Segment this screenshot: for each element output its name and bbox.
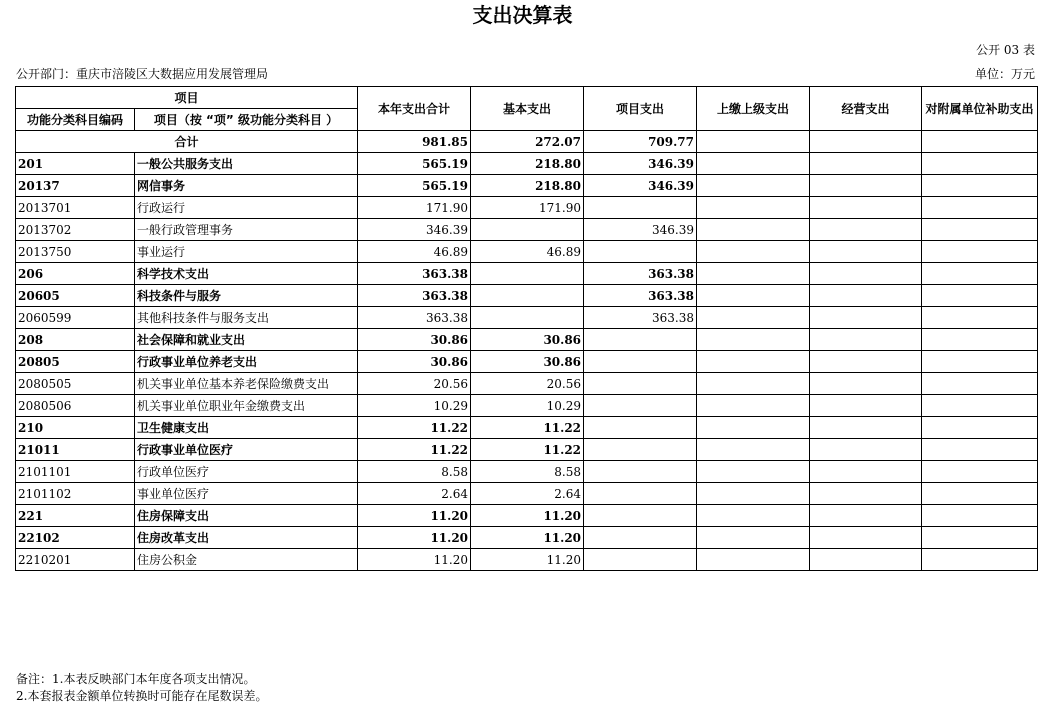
notes [16, 671, 267, 705]
row-project [584, 241, 697, 263]
row-project [584, 549, 697, 571]
note-line: 2.本套报表金额单位转换时可能存在尾数误差。 [16, 689, 268, 703]
total-row-basic: 272.07 [471, 131, 584, 153]
row-subsidy [922, 307, 1038, 329]
department-label: 公开部门：重庆市涪陵区大数据应用发展管理局 [16, 67, 269, 81]
row-subsidy [922, 175, 1038, 197]
table-row [16, 373, 1038, 395]
table-row [16, 395, 1038, 417]
row-basic: 218.80 [471, 175, 584, 197]
row-total: 2.64 [358, 483, 471, 505]
row-code: 2080506 [16, 395, 135, 417]
row-code: 2101101 [16, 461, 135, 483]
row-business [810, 373, 922, 395]
header-subsidy: 对附属单位补助支出 [922, 87, 1038, 131]
row-name: 行政事业单位医疗 [135, 439, 358, 461]
row-basic: 30.86 [471, 351, 584, 373]
row-name: 社会保障和就业支出 [135, 329, 358, 351]
row-project [584, 373, 697, 395]
row-subsidy [922, 373, 1038, 395]
row-upper [697, 329, 810, 351]
row-subsidy [922, 329, 1038, 351]
row-business [810, 505, 922, 527]
row-total: 20.56 [358, 373, 471, 395]
row-subsidy [922, 153, 1038, 175]
row-business [810, 241, 922, 263]
row-business [810, 395, 922, 417]
row-basic: 2.64 [471, 483, 584, 505]
table-row [16, 307, 1038, 329]
row-code: 2210201 [16, 549, 135, 571]
row-upper [697, 175, 810, 197]
row-business [810, 417, 922, 439]
row-basic: 10.29 [471, 395, 584, 417]
row-subsidy [922, 263, 1038, 285]
row-project [584, 439, 697, 461]
row-basic: 11.20 [471, 505, 584, 527]
row-upper [697, 263, 810, 285]
row-project [584, 329, 697, 351]
row-total: 171.90 [358, 197, 471, 219]
header-project: 项目支出 [584, 87, 697, 131]
row-total: 363.38 [358, 307, 471, 329]
table-row [16, 241, 1038, 263]
row-name: 行政单位医疗 [135, 461, 358, 483]
row-project [584, 351, 697, 373]
row-project: 363.38 [584, 285, 697, 307]
table-row [16, 263, 1038, 285]
row-business [810, 307, 922, 329]
table-row [16, 461, 1038, 483]
table-row [16, 219, 1038, 241]
header-project-group: 项目 [16, 87, 358, 109]
header-total: 本年支出合计 [358, 87, 471, 131]
row-subsidy [922, 219, 1038, 241]
row-business [810, 263, 922, 285]
row-upper [697, 483, 810, 505]
row-total: 11.22 [358, 439, 471, 461]
row-business [810, 153, 922, 175]
table-row [16, 505, 1038, 527]
row-upper [697, 527, 810, 549]
row-upper [697, 417, 810, 439]
form-number: 公开 03 表 [976, 43, 1035, 57]
row-basic [471, 285, 584, 307]
row-subsidy [922, 439, 1038, 461]
header-basic: 基本支出 [471, 87, 584, 131]
row-total: 11.20 [358, 505, 471, 527]
row-code: 2060599 [16, 307, 135, 329]
row-project [584, 197, 697, 219]
row-basic: 30.86 [471, 329, 584, 351]
row-subsidy [922, 241, 1038, 263]
row-name: 住房保障支出 [135, 505, 358, 527]
row-name: 住房公积金 [135, 549, 358, 571]
row-total: 363.38 [358, 263, 471, 285]
total-row-project: 709.77 [584, 131, 697, 153]
row-project: 363.38 [584, 263, 697, 285]
row-code: 210 [16, 417, 135, 439]
row-name: 卫生健康支出 [135, 417, 358, 439]
row-upper [697, 197, 810, 219]
row-business [810, 527, 922, 549]
row-basic: 171.90 [471, 197, 584, 219]
row-project [584, 417, 697, 439]
row-code: 20137 [16, 175, 135, 197]
row-upper [697, 549, 810, 571]
row-upper [697, 461, 810, 483]
row-subsidy [922, 197, 1038, 219]
header-upper: 上缴上级支出 [697, 87, 810, 131]
row-total: 11.20 [358, 527, 471, 549]
row-total: 30.86 [358, 351, 471, 373]
row-name: 住房改革支出 [135, 527, 358, 549]
row-subsidy [922, 505, 1038, 527]
total-row-label: 合计 [16, 131, 358, 153]
row-total: 8.58 [358, 461, 471, 483]
row-code: 21011 [16, 439, 135, 461]
note-line: 备注：1.本表反映部门本年度各项支出情况。 [16, 672, 256, 686]
row-project: 363.38 [584, 307, 697, 329]
row-code: 2013750 [16, 241, 135, 263]
row-name: 行政运行 [135, 197, 358, 219]
table-row [16, 153, 1038, 175]
table-row [16, 351, 1038, 373]
row-code: 206 [16, 263, 135, 285]
header-code: 功能分类科目编码 [16, 109, 135, 131]
header-business: 经营支出 [810, 87, 922, 131]
row-basic: 11.22 [471, 439, 584, 461]
row-business [810, 219, 922, 241]
row-total: 565.19 [358, 153, 471, 175]
row-name: 行政事业单位养老支出 [135, 351, 358, 373]
unit-label: 单位：万元 [974, 67, 1035, 81]
row-project [584, 395, 697, 417]
row-business [810, 329, 922, 351]
table-row [16, 483, 1038, 505]
row-project [584, 505, 697, 527]
row-basic: 11.22 [471, 417, 584, 439]
row-total: 10.29 [358, 395, 471, 417]
row-business [810, 549, 922, 571]
row-total: 11.20 [358, 549, 471, 571]
row-name: 机关事业单位职业年金缴费支出 [135, 395, 358, 417]
total-row-subsidy [922, 131, 1038, 153]
row-upper [697, 285, 810, 307]
row-project [584, 483, 697, 505]
row-subsidy [922, 461, 1038, 483]
row-project [584, 527, 697, 549]
table-row [16, 285, 1038, 307]
row-code: 20805 [16, 351, 135, 373]
row-code: 208 [16, 329, 135, 351]
row-upper [697, 505, 810, 527]
header-name: 项目（按 “项” 级功能分类科目 ） [135, 109, 358, 131]
row-basic: 11.20 [471, 549, 584, 571]
row-upper [697, 219, 810, 241]
row-name: 科学技术支出 [135, 263, 358, 285]
row-subsidy [922, 549, 1038, 571]
row-basic: 11.20 [471, 527, 584, 549]
table-row [16, 197, 1038, 219]
row-basic: 218.80 [471, 153, 584, 175]
row-code: 2080505 [16, 373, 135, 395]
row-total: 565.19 [358, 175, 471, 197]
row-upper [697, 307, 810, 329]
row-total: 46.89 [358, 241, 471, 263]
table-row [16, 175, 1038, 197]
row-name: 网信事务 [135, 175, 358, 197]
row-code: 2013701 [16, 197, 135, 219]
row-code: 2013702 [16, 219, 135, 241]
row-business [810, 175, 922, 197]
row-basic [471, 219, 584, 241]
row-business [810, 483, 922, 505]
expenditure-table [15, 86, 1038, 571]
row-project: 346.39 [584, 175, 697, 197]
row-project: 346.39 [584, 153, 697, 175]
row-subsidy [922, 483, 1038, 505]
row-business [810, 285, 922, 307]
row-basic: 46.89 [471, 241, 584, 263]
table-row [16, 417, 1038, 439]
row-upper [697, 153, 810, 175]
row-basic [471, 263, 584, 285]
table-row [16, 329, 1038, 351]
row-basic: 20.56 [471, 373, 584, 395]
row-code: 20605 [16, 285, 135, 307]
total-row-total: 981.85 [358, 131, 471, 153]
row-project: 346.39 [584, 219, 697, 241]
row-basic [471, 307, 584, 329]
row-upper [697, 373, 810, 395]
table-row [16, 439, 1038, 461]
row-project [584, 461, 697, 483]
row-total: 363.38 [358, 285, 471, 307]
row-code: 22102 [16, 527, 135, 549]
row-upper [697, 241, 810, 263]
total-row-upper [697, 131, 810, 153]
total-row-business [810, 131, 922, 153]
row-business [810, 461, 922, 483]
row-total: 30.86 [358, 329, 471, 351]
row-name: 机关事业单位基本养老保险缴费支出 [135, 373, 358, 395]
row-code: 2101102 [16, 483, 135, 505]
row-name: 其他科技条件与服务支出 [135, 307, 358, 329]
row-subsidy [922, 395, 1038, 417]
row-business [810, 197, 922, 219]
row-upper [697, 351, 810, 373]
row-total: 11.22 [358, 417, 471, 439]
table-row [16, 549, 1038, 571]
row-basic: 8.58 [471, 461, 584, 483]
page-title: 支出决算表 [472, 3, 573, 27]
row-name: 一般行政管理事务 [135, 219, 358, 241]
row-total: 346.39 [358, 219, 471, 241]
table-row [16, 527, 1038, 549]
row-name: 事业运行 [135, 241, 358, 263]
row-business [810, 351, 922, 373]
row-upper [697, 395, 810, 417]
row-upper [697, 439, 810, 461]
row-subsidy [922, 351, 1038, 373]
row-code: 221 [16, 505, 135, 527]
row-name: 一般公共服务支出 [135, 153, 358, 175]
row-code: 201 [16, 153, 135, 175]
row-subsidy [922, 527, 1038, 549]
row-subsidy [922, 285, 1038, 307]
row-name: 事业单位医疗 [135, 483, 358, 505]
row-subsidy [922, 417, 1038, 439]
row-business [810, 439, 922, 461]
row-name: 科技条件与服务 [135, 285, 358, 307]
